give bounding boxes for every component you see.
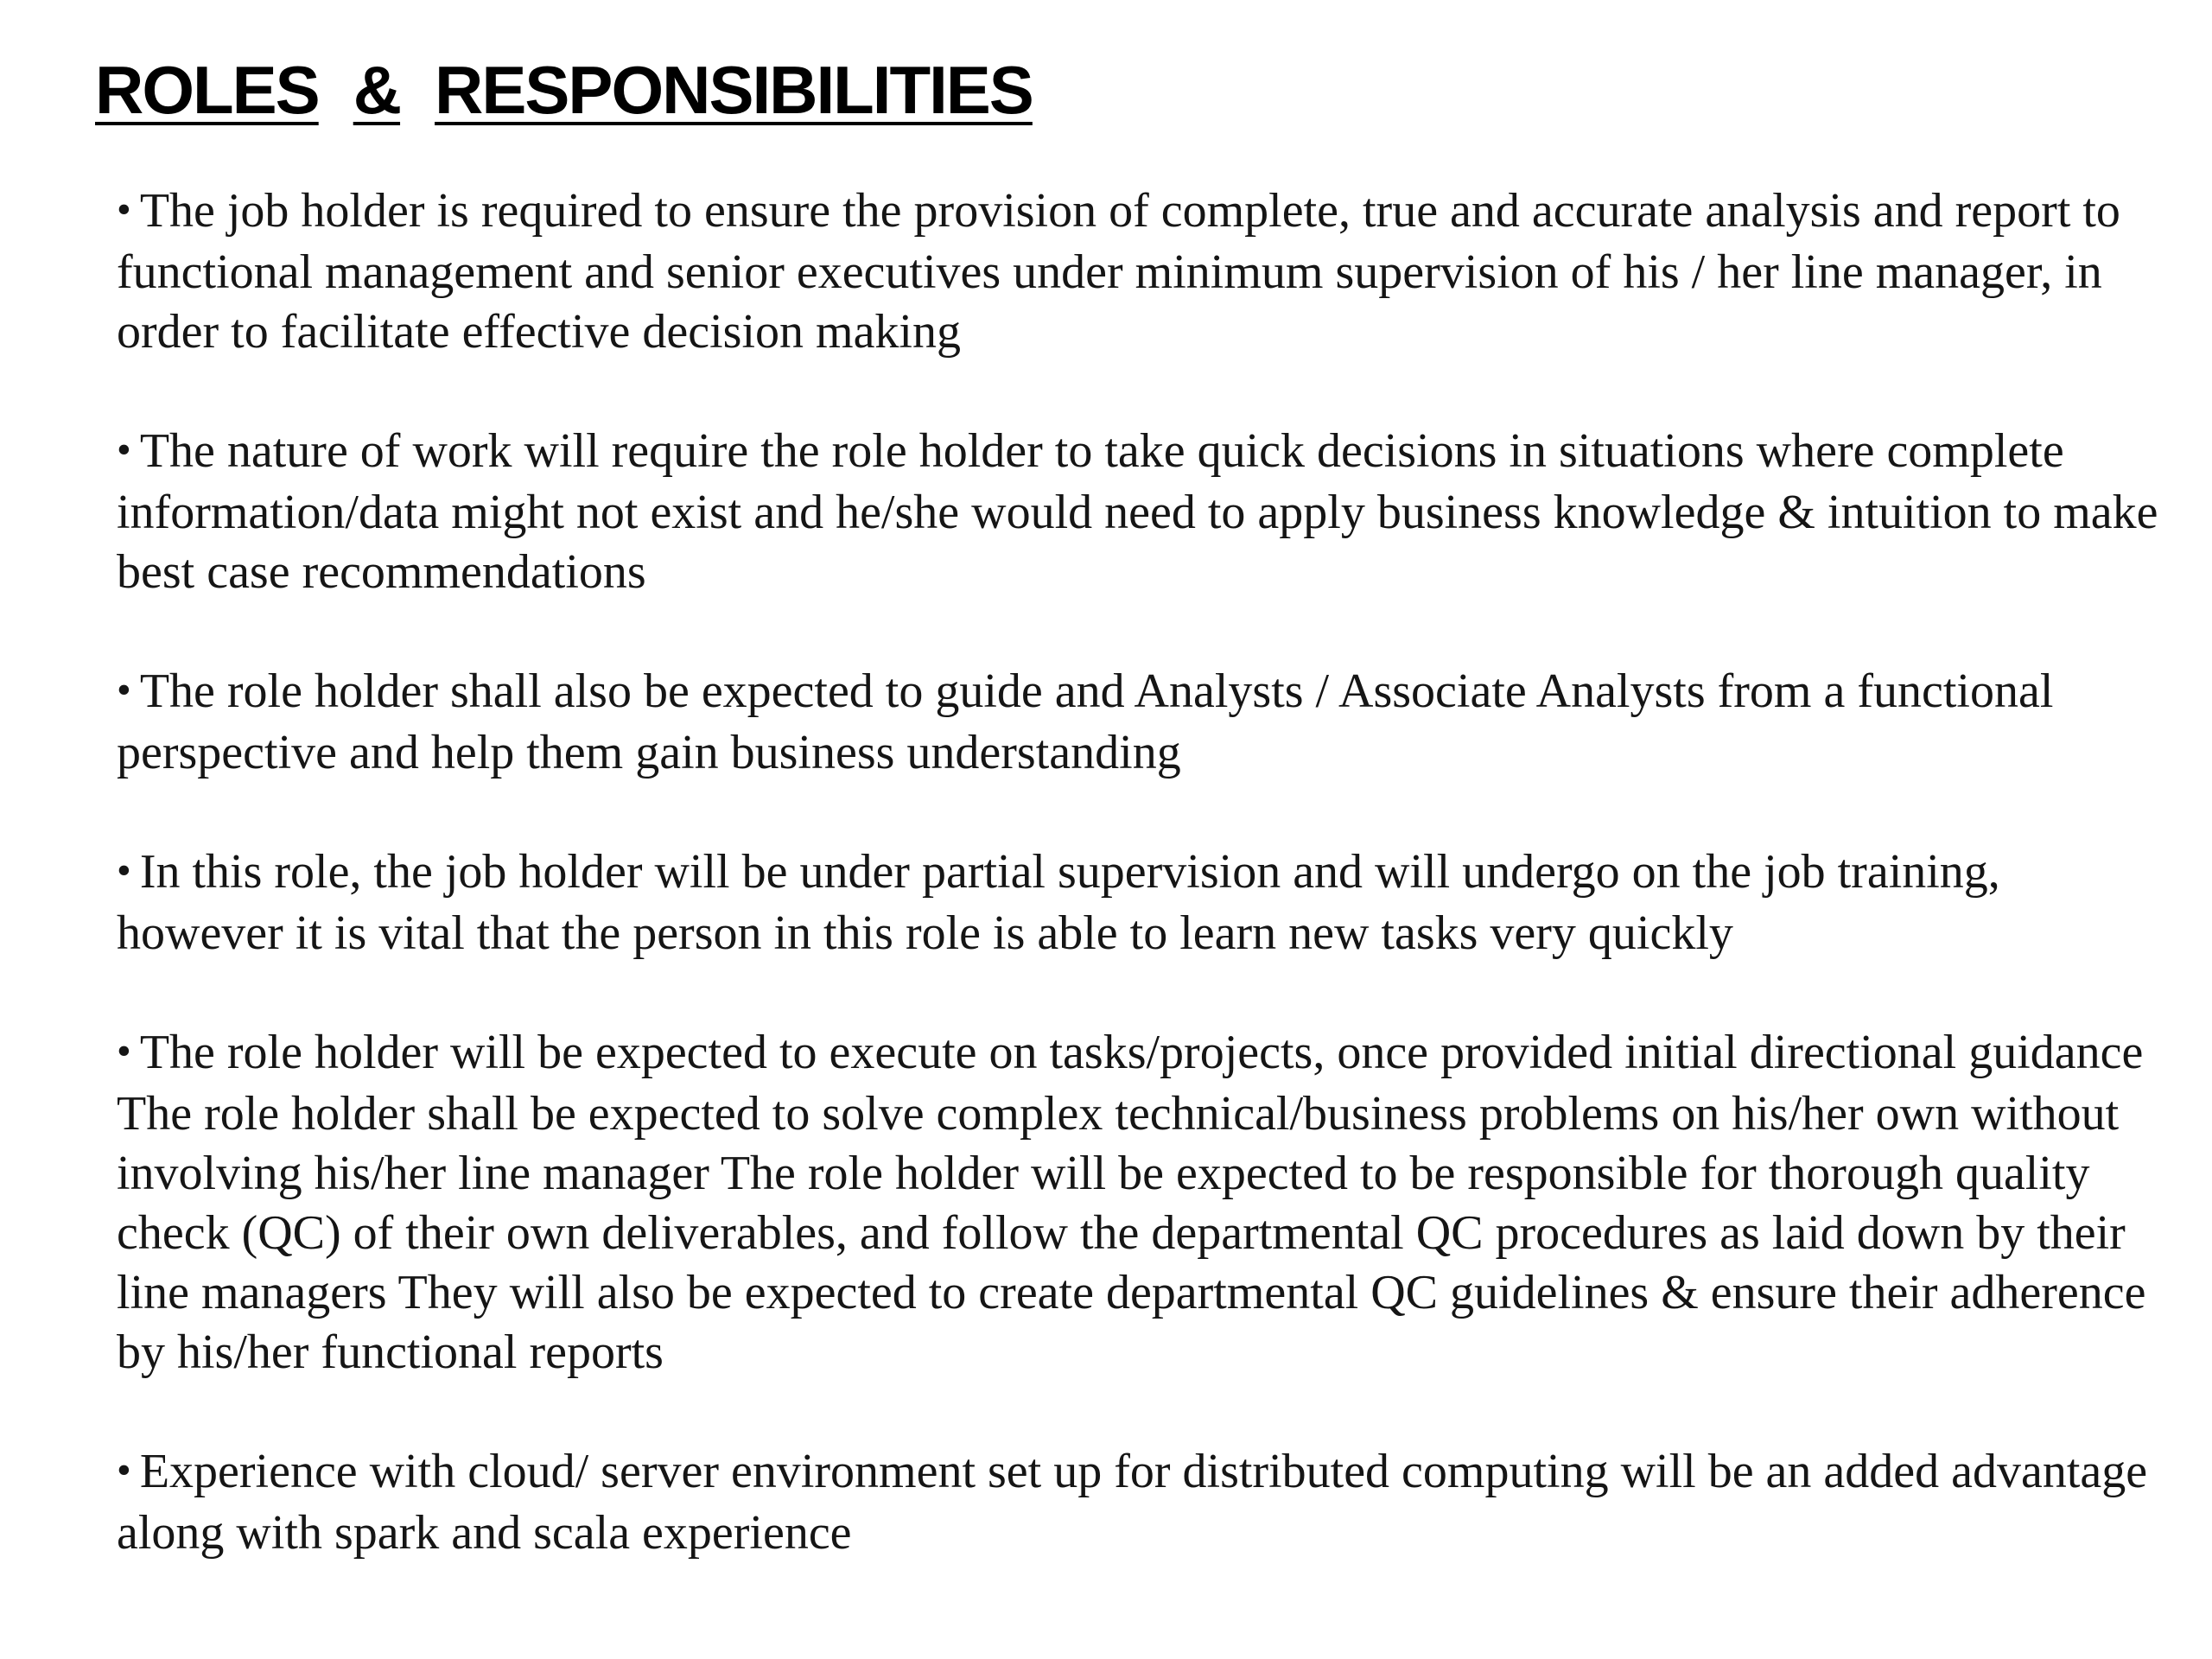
bullet-text: The role holder shall also be expected to guide and Analysts / Associate Analysts from a functional perspective and help them gain business understanding — [117, 664, 2054, 779]
bullet-list — [117, 181, 2173, 1623]
bullet-item — [117, 842, 2173, 963]
bullet-text: The role holder will be expected to execute on tasks/projects, once provided initial directional guidance The role holder shall be expected to solve complex technical/business problems on his/her own without involving his/her line manager The role holder will be expected to be responsible for thorough quality check (QC) of their own deliverables, and follow the departmental QC procedures as laid down by their line managers They will also be expected to create departmental QC guidelines & ensure their adherence by his/her functional reports — [117, 1026, 2146, 1379]
bullet-item — [117, 1023, 2173, 1382]
bullet-text: The job holder is required to ensure the provision of complete, true and accurate analysis and report to functional management and senior executives under minimum supervision of his / her line manager, in order to facilitate effective decision making — [117, 184, 2120, 359]
bullet-dot-icon: • — [117, 427, 131, 473]
bullet-item — [117, 662, 2173, 783]
bullet-dot-icon: • — [117, 848, 131, 893]
bullet-dot-icon: • — [117, 187, 131, 232]
title-word-roles: ROLES — [95, 52, 319, 128]
bullet-item — [117, 422, 2173, 602]
bullet-item — [117, 181, 2173, 362]
title-word-responsibilities: RESPONSIBILITIES — [435, 52, 1033, 128]
bullet-text: The nature of work will require the role holder to take quick decisions in situations where complete information/data might not exist and he/she would need to apply business knowledge & intuition to make best case recommendations — [117, 424, 2158, 599]
bullet-dot-icon: • — [117, 1028, 131, 1074]
bullet-text: Experience with cloud/ server environment set up for distributed computing will be an added advantage along with spark and scala experience — [117, 1445, 2148, 1560]
title-ampersand: & — [353, 52, 401, 128]
bullet-dot-icon: • — [117, 667, 131, 713]
page-title — [95, 52, 1033, 130]
bullet-dot-icon: • — [117, 1447, 131, 1493]
bullet-item — [117, 1442, 2173, 1563]
bullet-text: In this role, the job holder will be under partial supervision and will undergo on the job training, however it is vital that the person in this role is able to learn new tasks very quickly — [117, 845, 2000, 960]
